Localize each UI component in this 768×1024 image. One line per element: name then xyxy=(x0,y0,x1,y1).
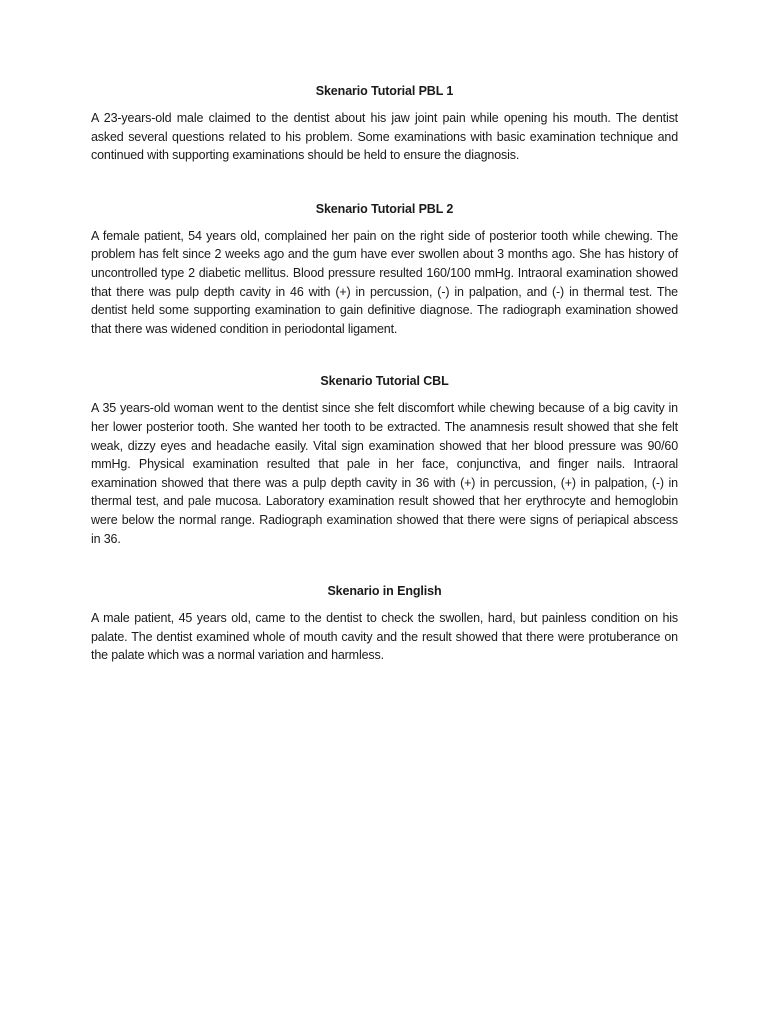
section-pbl-2 xyxy=(91,200,678,339)
section-cbl xyxy=(91,372,678,548)
section-spacer xyxy=(91,165,678,200)
section-body: A 23-years-old male claimed to the dentist about his jaw joint pain while opening his mouth. The dentist asked several questions related to his problem. Some examinations with basic examination technique and continued with supporting examinations should be held to ensure the diagnosis. xyxy=(91,111,678,163)
section-title: Skenario Tutorial PBL 1 xyxy=(315,84,454,98)
section-english xyxy=(91,582,678,665)
section-body: A male patient, 45 years old, came to the dentist to check the swollen, hard, but painless condition on his palate. The dentist examined whole of mouth cavity and the result showed that there were protuberance on the palate which was a normal variation and harmless. xyxy=(91,611,678,663)
section-spacer xyxy=(91,548,678,582)
document-page xyxy=(91,82,678,665)
section-title: Skenario in English xyxy=(327,584,442,599)
section-spacer xyxy=(91,338,678,372)
section-title: Skenario Tutorial PBL 2 xyxy=(315,201,454,216)
section-pbl-1 xyxy=(91,82,678,165)
section-body: A 35 years-old woman went to the dentist since she felt discomfort while chewing because of a big cavity in her lower posterior tooth. She wanted her tooth to be extracted. The anamnesis result showed that she felt weak, dizzy eyes and headache easily. Vital sign examination showed that her blood pressure was 90/60 mmHg. Physical examination resulted that pale in her face, conjunctiva, and finger nails. Intraoral examination showed that there was a pulp depth cavity in 36 with (+) in percussion, (+) in palpation, (-) in thermal test, and pale mucosa. Laboratory examination result showed that her erythrocyte and hemoglobin were below the normal range. Radiograph examination showed that there were signs of periapical abscess in 36. xyxy=(91,401,678,546)
section-title: Skenario Tutorial CBL xyxy=(320,374,449,389)
section-body: A female patient, 54 years old, complained her pain on the right side of posterior tooth while chewing. The problem has felt since 2 weeks ago and the gum have ever swollen about 3 months ago. She has history of uncontrolled type 2 diabetic mellitus. Blood pressure resulted 160/100 mmHg. Intraoral examination showed that there was pulp depth cavity in 46 with (+) in percussion, (-) in palpation, and (-) in thermal test. The dentist held some supporting examination to gain definitive diagnose. The radiograph examination showed that there was widened condition in periodontal ligament. xyxy=(91,228,678,336)
